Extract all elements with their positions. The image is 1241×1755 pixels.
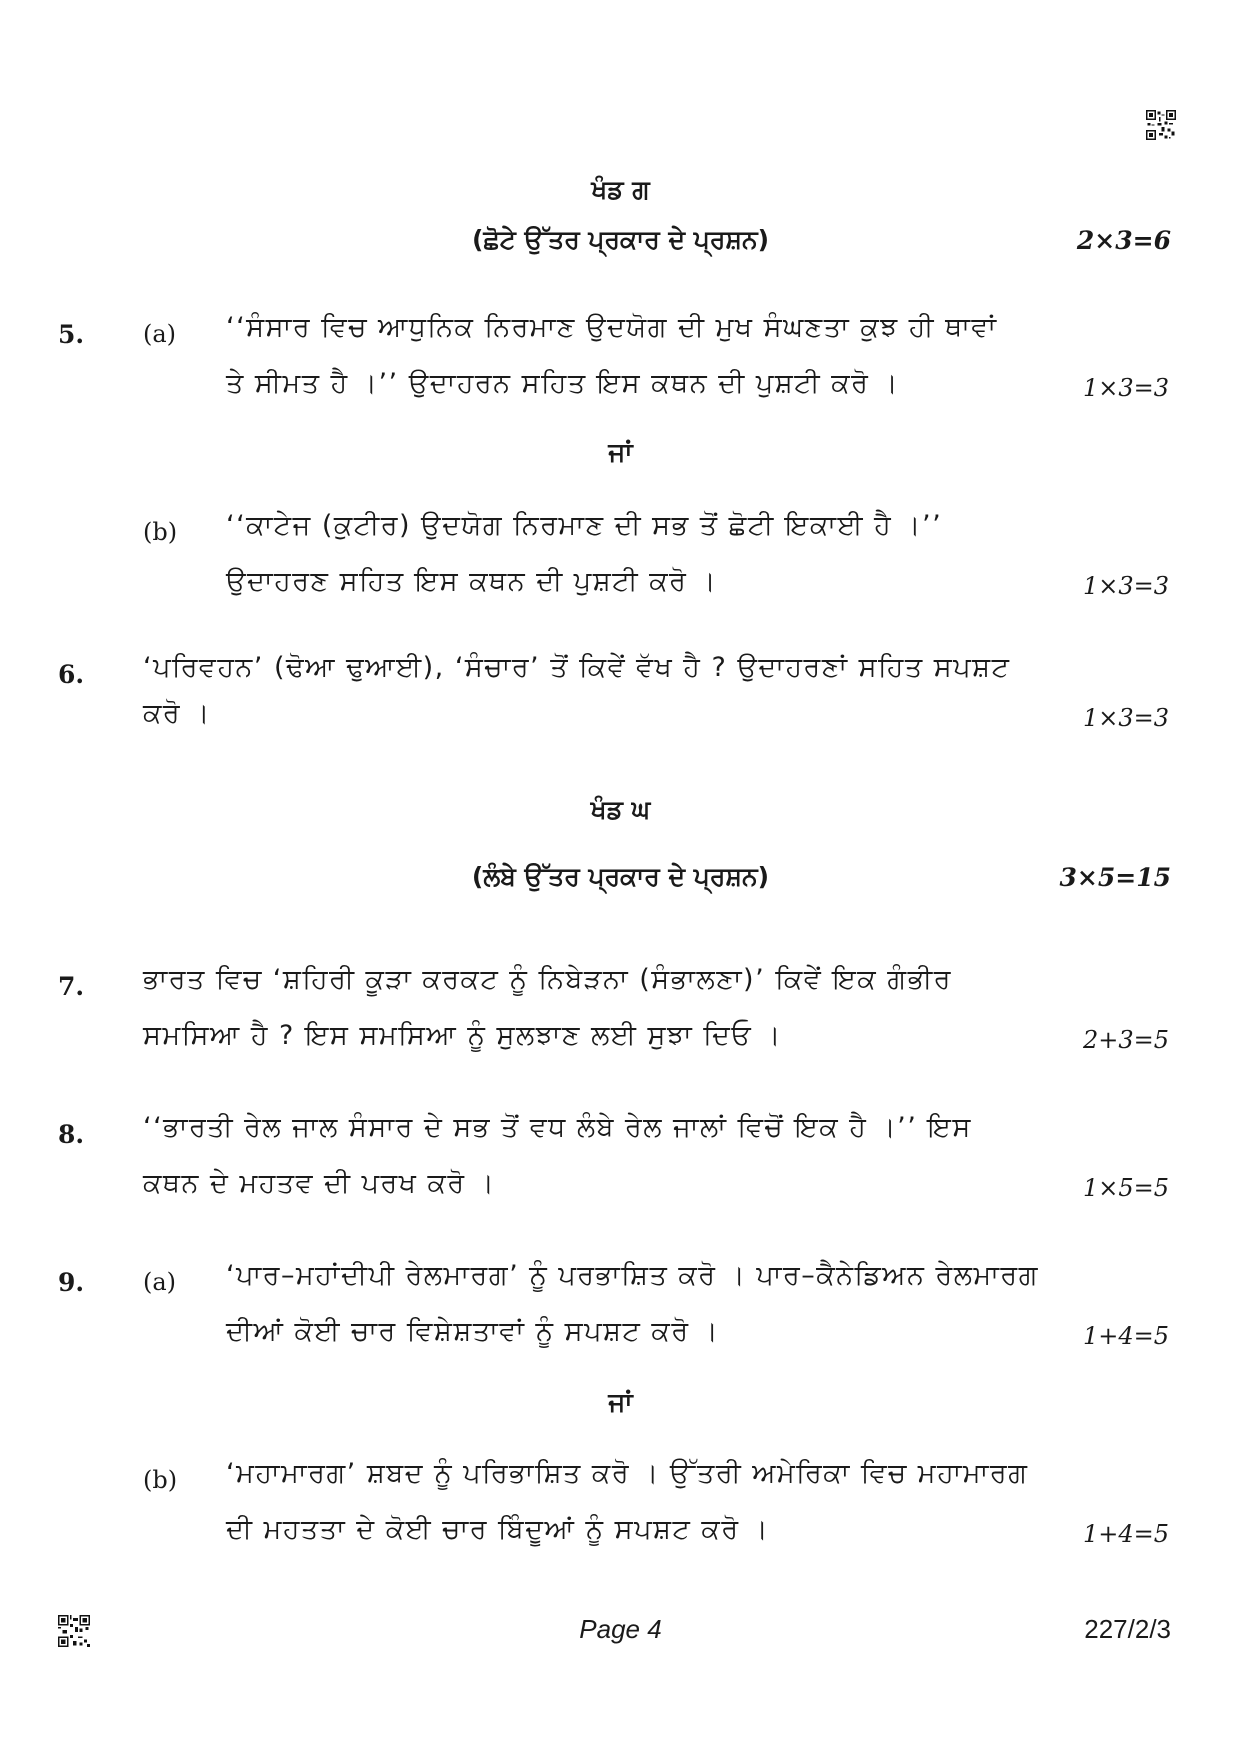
option-label: (a) <box>143 320 177 348</box>
question-text: ਸਮਸਿਆ ਹੈ ? ਇਸ ਸਮਸਿਆ ਨੂੰ ਸੁਲਝਾਣ ਲਈ ਸੁਝਾ ਦਿਓ । <box>143 1020 782 1051</box>
question-number: 8. <box>58 1120 85 1149</box>
page-number: Page 4 <box>579 1614 662 1644</box>
section-c-marks: 2×3=6 <box>1076 226 1171 255</box>
question-text: ਦੀ ਮਹਤਤਾ ਦੇ ਕੋਈ ਚਾਰ ਬਿੰਦੂਆਂ ਨੂੰ ਸਪਸ਼ਟ ਕਰੋ । <box>226 1514 770 1545</box>
qr-code-icon <box>1146 110 1176 140</box>
question-text: ‘‘ਕਾਟੇਜ (ਕੁਟੀਰ) ਉਦਯੋਗ ਨਿਰਮਾਣ ਦੀ ਸਭ ਤੋਂ ਛੋਟੀ ਇਕਾਈ ਹੈ ।’’ <box>226 510 943 541</box>
question-marks: 1×5=5 <box>1082 1174 1169 1202</box>
question-text: ‘‘ਸੰਸਾਰ ਵਿਚ ਆਧੁਨਿਕ ਨਿਰਮਾਣ ਉਦਯੋਗ ਦੀ ਮੁਖ ਸੰਘਣਤਾ ਕੁਝ ਹੀ ਥਾਵਾਂ <box>226 312 998 343</box>
question-marks: 1×3=3 <box>1082 704 1169 732</box>
section-d-marks: 3×5=15 <box>1059 863 1171 892</box>
section-d-title: ਖੰਡ ਘ <box>590 795 651 824</box>
or-separator: ਜਾਂ <box>608 438 633 468</box>
paper-code: 227/2/3 <box>1084 1614 1171 1644</box>
question-text: ‘‘ਭਾਰਤੀ ਰੇਲ ਜਾਲ ਸੰਸਾਰ ਦੇ ਸਭ ਤੋਂ ਵਧ ਲੰਬੇ ਰੇਲ ਜਾਲਾਂ ਵਿਚੋਂ ਇਕ ਹੈ ।’’ ਇਸ <box>143 1112 972 1143</box>
question-text: ‘ਪਰਿਵਹਨ’ (ਢੋਆ ਢੁਆਈ), ‘ਸੰਚਾਰ’ ਤੋਂ ਕਿਵੇਂ ਵੱਖ ਹੈ ? ਉਦਾਹਰਣਾਂ ਸਹਿਤ ਸਪਸ਼ਟ <box>143 652 1011 683</box>
question-number: 9. <box>58 1268 85 1297</box>
question-number: 6. <box>58 660 85 689</box>
question-marks: 2+3=5 <box>1082 1026 1169 1054</box>
question-number: 7. <box>58 972 85 1001</box>
question-text: ਦੀਆਂ ਕੋਈ ਚਾਰ ਵਿਸ਼ੇਸ਼ਤਾਵਾਂ ਨੂੰ ਸਪਸ਼ਟ ਕਰੋ । <box>226 1316 720 1347</box>
section-c-title: ਖੰਡ ਗ <box>591 175 650 204</box>
question-marks: 1+4=5 <box>1082 1322 1169 1350</box>
or-separator: ਜਾਂ <box>608 1388 633 1418</box>
question-marks: 1×3=3 <box>1082 572 1169 600</box>
question-text: ‘ਮਹਾਮਾਰਗ’ ਸ਼ਬਦ ਨੂੰ ਪਰਿਭਾਸ਼ਿਤ ਕਰੋ । ਉੱਤਰੀ ਅਮੇਰਿਕਾ ਵਿਚ ਮਹਾਮਾਰਗ <box>226 1458 1029 1489</box>
question-text: ਕਰੋ । <box>143 698 211 729</box>
option-label: (b) <box>143 518 178 546</box>
question-text: ਭਾਰਤ ਵਿਚ ‘ਸ਼ਹਿਰੀ ਕੂੜਾ ਕਰਕਟ ਨੂੰ ਨਿਬੇੜਨਾ (ਸੰਭਾਲਣਾ)’ ਕਿਵੇਂ ਇਕ ਗੰਭੀਰ <box>143 964 953 995</box>
section-d-subtitle: (ਲੰਬੇ ਉੱਤਰ ਪ੍ਰਕਾਰ ਦੇ ਪ੍ਰਸ਼ਨ) <box>471 862 770 891</box>
question-marks: 1×3=3 <box>1082 374 1169 402</box>
question-number: 5. <box>58 320 85 349</box>
section-c-subtitle: (ਛੋਟੇ ਉੱਤਰ ਪ੍ਰਕਾਰ ਦੇ ਪ੍ਰਸ਼ਨ) <box>471 225 770 254</box>
question-text: ਕਥਨ ਦੇ ਮਹਤਵ ਦੀ ਪਰਖ ਕਰੋ । <box>143 1168 496 1199</box>
option-label: (b) <box>143 1466 178 1494</box>
question-text: ‘ਪਾਰ–ਮਹਾਂਦੀਪੀ ਰੇਲਮਾਰਗ’ ਨੂੰ ਪਰਭਾਸ਼ਿਤ ਕਰੋ । ਪਾਰ–ਕੈਨੇਡਿਅਨ ਰੇਲਮਾਰਗ <box>226 1260 1039 1291</box>
question-text: ਤੇ ਸੀਮਤ ਹੈ ।’’ ਉਦਾਹਰਨ ਸਹਿਤ ਇਸ ਕਥਨ ਦੀ ਪੁਸ਼ਟੀ ਕਰੋ । <box>226 368 900 399</box>
question-text: ਉਦਾਹਰਣ ਸਹਿਤ ਇਸ ਕਥਨ ਦੀ ਪੁਸ਼ਟੀ ਕਰੋ । <box>226 566 718 597</box>
option-label: (a) <box>143 1268 177 1296</box>
question-marks: 1+4=5 <box>1082 1520 1169 1548</box>
